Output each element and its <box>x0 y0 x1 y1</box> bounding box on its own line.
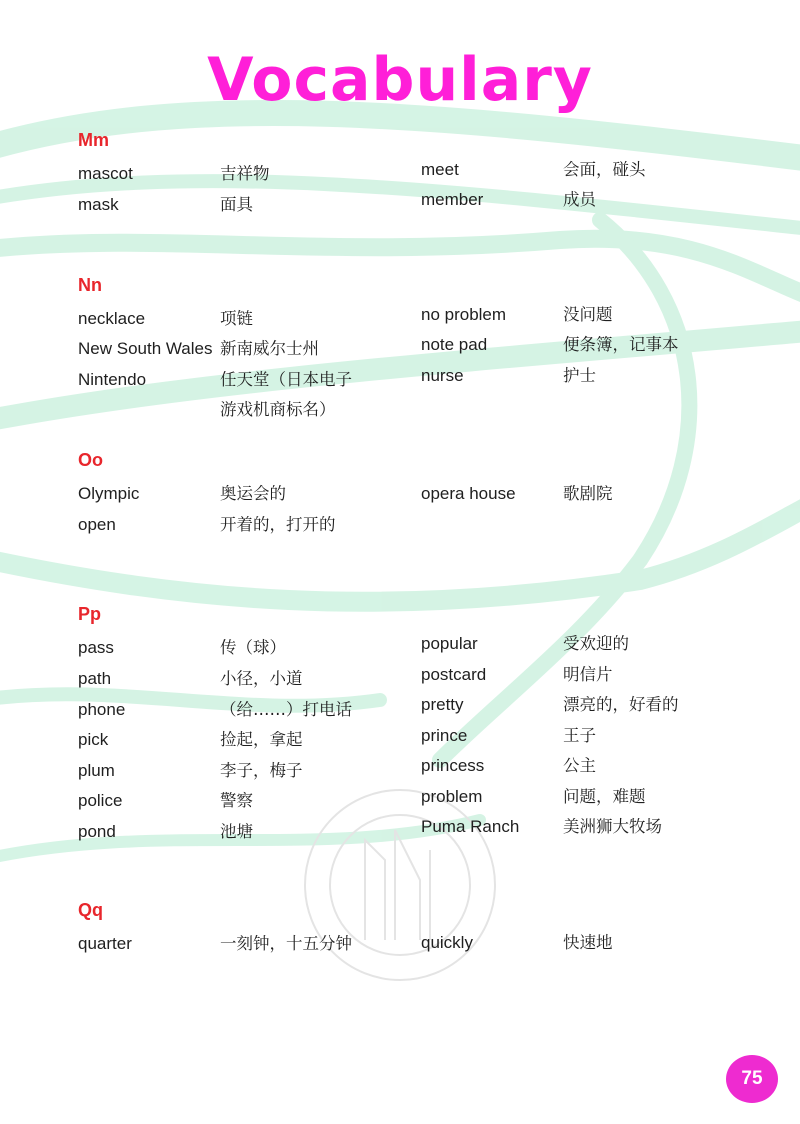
vocab-translation: 成员 <box>563 190 596 209</box>
page-number-badge <box>726 1055 778 1103</box>
vocab-word: Nintendo <box>78 370 147 389</box>
vocab-translation: 面具 <box>220 195 253 214</box>
vocab-word: problem <box>421 787 483 806</box>
vocab-translation: 快速地 <box>563 933 613 952</box>
vocab-word: pretty <box>421 695 464 714</box>
vocab-translation: 池塘 <box>220 822 253 841</box>
section-letter-nn: Nn <box>78 275 102 295</box>
vocab-translation: 开着的，打开的 <box>220 515 336 534</box>
vocab-translation: （给……）打电话 <box>220 700 352 719</box>
vocab-translation: 没问题 <box>563 305 613 324</box>
vocab-word: Olympic <box>78 484 140 503</box>
vocab-translation: 受欢迎的 <box>563 634 629 653</box>
vocab-translation: 奥运会的 <box>220 484 286 503</box>
vocab-translation: 护士 <box>563 366 596 385</box>
section-letter-qq: Qq <box>78 900 103 920</box>
vocab-word: pond <box>78 822 116 841</box>
vocab-translation: 歌剧院 <box>563 484 613 503</box>
vocab-word: pass <box>78 638 114 657</box>
vocab-translation: 会面，碰头 <box>563 160 646 179</box>
vocab-word: open <box>78 515 116 534</box>
vocab-translation: 一刻钟，十五分钟 <box>220 934 352 953</box>
vocab-translation: 李子，梅子 <box>220 761 303 780</box>
page-title: Vocabulary <box>207 45 593 115</box>
vocab-translation: 传（球） <box>220 638 286 657</box>
vocab-word: note pad <box>421 335 488 354</box>
vocab-word: path <box>78 669 112 688</box>
vocab-word: prince <box>421 726 468 745</box>
vocab-word: quarter <box>78 934 132 953</box>
vocab-word: mascot <box>78 164 133 183</box>
vocab-word: nurse <box>421 366 464 385</box>
vocab-word: pick <box>78 730 109 749</box>
vocab-word: popular <box>421 634 478 653</box>
vocab-word: member <box>421 190 484 209</box>
vocab-word: police <box>78 791 123 810</box>
vocab-translation: 便条簿，记事本 <box>563 335 679 354</box>
section-letter-pp: Pp <box>78 604 102 624</box>
vocab-translation: 漂亮的，好看的 <box>563 695 679 714</box>
vocab-word: New South Wales <box>78 339 213 358</box>
vocab-translation: 捡起，拿起 <box>220 730 303 749</box>
vocab-word: phone <box>78 700 126 719</box>
vocab-translation: 问题，难题 <box>563 787 646 806</box>
vocab-word: mask <box>78 195 119 214</box>
section-letter-oo: Oo <box>78 450 103 470</box>
vocab-word: princess <box>421 756 485 775</box>
vocab-translation: 新南威尔士州 <box>220 339 319 358</box>
vocab-translation: 项链 <box>220 309 253 328</box>
vocab-translation: 警察 <box>220 791 253 810</box>
vocab-translation: 美洲狮大牧场 <box>563 817 662 836</box>
vocab-word: Puma Ranch <box>421 817 520 836</box>
page-number: 75 <box>741 1068 763 1089</box>
vocab-translation: 明信片 <box>563 665 613 684</box>
vocab-word: plum <box>78 761 115 780</box>
vocab-translation: 任天堂（日本电子 <box>220 370 352 389</box>
vocab-word: meet <box>421 160 459 179</box>
vocab-word: postcard <box>421 665 487 684</box>
vocab-word: quickly <box>421 933 473 952</box>
vocab-translation: 公主 <box>563 756 596 775</box>
vocab-word: opera house <box>421 484 516 503</box>
vocab-word: necklace <box>78 309 146 328</box>
vocab-word: no problem <box>421 305 507 324</box>
vocab-translation: 小径，小道 <box>220 669 303 688</box>
section-letter-mm: Mm <box>78 130 109 150</box>
vocab-translation-continued: 游戏机商标名） <box>220 400 336 419</box>
vocab-translation: 吉祥物 <box>220 164 270 183</box>
vocab-translation: 王子 <box>563 726 596 745</box>
